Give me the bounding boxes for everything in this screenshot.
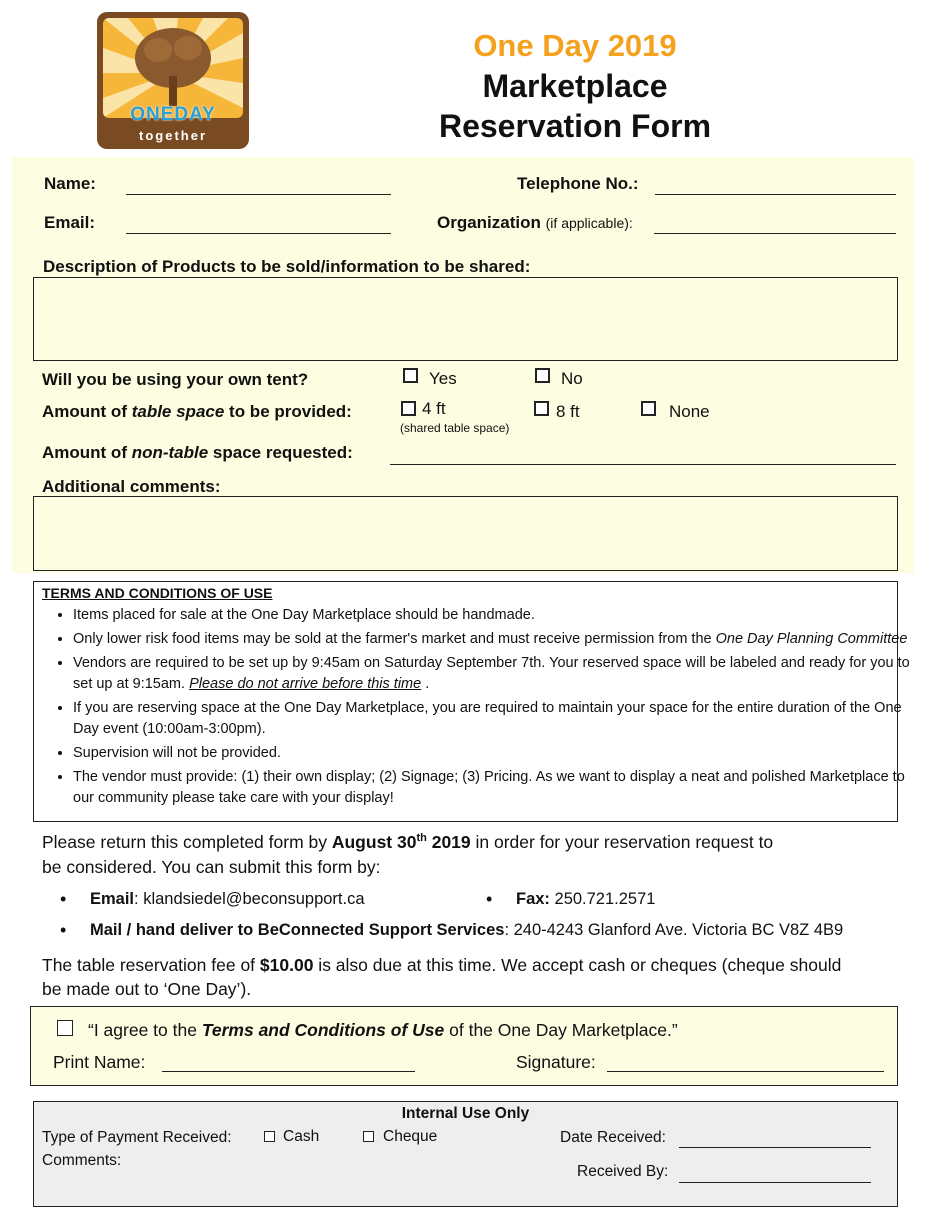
tent-question: Will you be using your own tent? xyxy=(42,370,309,389)
description-textarea[interactable] xyxy=(33,277,898,361)
agree-statement xyxy=(88,1020,678,1041)
bullet: • xyxy=(60,920,67,940)
return-text-1: Please return this completed form by xyxy=(42,832,332,852)
logo-tagline: together xyxy=(139,128,207,143)
fee-text-2: is also due at this time. We accept cash or cheques (cheque should xyxy=(313,955,842,975)
agree-suffix: of the One Day Marketplace.” xyxy=(444,1020,678,1040)
terms-item-2-emph: One Day Planning Committee xyxy=(715,631,908,647)
terms-heading: TERMS AND CONDITIONS OF USE xyxy=(42,585,273,601)
name-label: Name: xyxy=(44,174,96,193)
fee-amount: $10.00 xyxy=(259,955,314,975)
name-field[interactable] xyxy=(126,194,391,195)
terms-item xyxy=(73,698,918,740)
terms-item xyxy=(73,629,918,650)
tent-no-label: No xyxy=(561,369,583,388)
bullet: • xyxy=(486,889,493,909)
organization-label: Organization xyxy=(437,213,541,232)
form-title-line2: Marketplace xyxy=(482,68,668,104)
return-instructions-line1 xyxy=(42,832,773,853)
comments-label: Comments: xyxy=(42,1152,122,1169)
submit-email-row xyxy=(90,890,365,909)
table-4ft-checkbox[interactable] xyxy=(401,401,416,416)
agree-emph: Terms and Conditions of Use xyxy=(201,1020,445,1040)
agree-prefix: “I agree to the xyxy=(88,1020,202,1040)
submit-mail-row xyxy=(90,921,843,940)
signature-field[interactable] xyxy=(607,1071,884,1072)
terms-item-2-text: Only lower risk food items may be sold at the farmer's market and must receive permission from the xyxy=(73,631,716,647)
sunburst-graphic xyxy=(103,18,243,118)
terms-item xyxy=(73,653,918,695)
tent-no-checkbox[interactable] xyxy=(535,368,550,383)
terms-list xyxy=(35,605,918,812)
table-none-label: None xyxy=(669,402,710,421)
cash-label: Cash xyxy=(283,1128,320,1145)
table-8ft-checkbox[interactable] xyxy=(534,401,549,416)
cheque-label: Cheque xyxy=(383,1128,438,1145)
one-day-logo xyxy=(97,12,249,149)
payment-type-label: Type of Payment Received: xyxy=(42,1129,232,1146)
nontable-emph: non-table xyxy=(131,443,209,462)
submit-fax-row xyxy=(516,890,655,909)
terms-item-3-end: . xyxy=(421,676,430,692)
additional-comments-label: Additional comments: xyxy=(42,477,221,496)
signature-label: Signature: xyxy=(516,1052,596,1072)
table-4ft-note: (shared table space) xyxy=(400,421,510,435)
fee-text-3: be made out to ‘One Day’). xyxy=(42,979,252,999)
agreement-box xyxy=(30,1006,898,1086)
terms-item-4-text: If you are reserving space at the One Day Marketplace, you are required to maintain your space for the entire duration of the One Day event (10:00am-3:00pm). xyxy=(73,700,902,737)
nontable-prefix: Amount of xyxy=(42,443,132,462)
email-label: Email: xyxy=(44,213,96,232)
organization-field[interactable] xyxy=(654,233,896,234)
email-field[interactable] xyxy=(126,233,391,234)
telephone-field[interactable] xyxy=(655,194,896,195)
cheque-checkbox[interactable] xyxy=(363,1131,374,1142)
agree-checkbox[interactable] xyxy=(57,1020,73,1036)
return-date: August 30 xyxy=(331,832,417,852)
tent-yes-checkbox[interactable] xyxy=(403,368,418,383)
received-by-label: Received By: xyxy=(577,1163,669,1180)
table-space-question xyxy=(42,402,352,422)
nontable-suffix: space requested: xyxy=(208,443,353,462)
date-received-label: Date Received: xyxy=(560,1129,666,1146)
table-space-emph: table space xyxy=(131,402,225,421)
organization-note: (if applicable): xyxy=(545,215,633,231)
form-title-line3: Reservation Form xyxy=(438,108,712,144)
terms-item xyxy=(73,605,918,626)
terms-item xyxy=(73,743,918,764)
tree-sunburst-icon xyxy=(103,18,243,118)
return-date-sup: th xyxy=(416,832,427,845)
nontable-space-question xyxy=(42,443,353,463)
print-name-field[interactable] xyxy=(162,1071,415,1072)
submit-fax-label: Fax: xyxy=(516,890,550,908)
terms-item-3-emph: Please do not arrive before this time xyxy=(189,676,422,692)
return-text-2: in order for your reservation request to xyxy=(470,832,774,852)
submit-email-value: : klandsiedel@beconsupport.ca xyxy=(134,890,365,908)
terms-item-3-text: Vendors are required to be set up by 9:45am on Saturday September 7th. Your reserved space will be labeled and ready for you to set up at 9:15am. xyxy=(73,655,910,692)
return-text-3: be considered. You can submit this form by: xyxy=(42,857,381,877)
fee-line1 xyxy=(42,955,841,976)
table-8ft-label: 8 ft xyxy=(556,402,580,421)
terms-item-6-text: The vendor must provide: (1) their own display; (2) Signage; (3) Pricing. As we want to display a neat and polished Marketplace to our community please take care with your display! xyxy=(73,769,905,806)
internal-use-heading: Internal Use Only xyxy=(401,1105,530,1122)
table-4ft-label: 4 ft xyxy=(422,399,446,418)
submit-email-label: Email xyxy=(90,890,135,908)
fee-text-1: The table reservation fee of xyxy=(42,955,260,975)
terms-item xyxy=(73,767,918,809)
submit-fax-value: 250.721.2571 xyxy=(549,890,656,908)
form-title-year: One Day 2019 xyxy=(473,28,677,63)
received-by-field[interactable] xyxy=(679,1182,871,1183)
terms-item-1-text: Items placed for sale at the One Day Marketplace should be handmade. xyxy=(73,607,535,623)
submit-mail-value: : 240-4243 Glanford Ave. Victoria BC V8Z 4B9 xyxy=(504,921,844,939)
table-space-prefix: Amount of xyxy=(42,402,132,421)
logo-wordmark: ONEDAY xyxy=(130,104,216,125)
organization-label-group xyxy=(437,213,633,233)
bullet: • xyxy=(60,889,67,909)
additional-comments-textarea[interactable] xyxy=(33,496,898,571)
telephone-label: Telephone No.: xyxy=(517,174,639,193)
tent-yes-label: Yes xyxy=(429,369,457,388)
date-received-field[interactable] xyxy=(679,1147,871,1148)
cash-checkbox[interactable] xyxy=(264,1131,275,1142)
nontable-space-field[interactable] xyxy=(390,464,896,465)
table-space-suffix: to be provided: xyxy=(224,402,352,421)
terms-item-5-text: Supervision will not be provided. xyxy=(73,745,281,761)
print-name-label: Print Name: xyxy=(53,1052,146,1072)
submit-mail-label: Mail / hand deliver to BeConnected Support Services xyxy=(90,921,505,939)
table-none-checkbox[interactable] xyxy=(641,401,656,416)
description-label: Description of Products to be sold/information to be shared: xyxy=(43,257,531,276)
return-year: 2019 xyxy=(426,832,471,852)
